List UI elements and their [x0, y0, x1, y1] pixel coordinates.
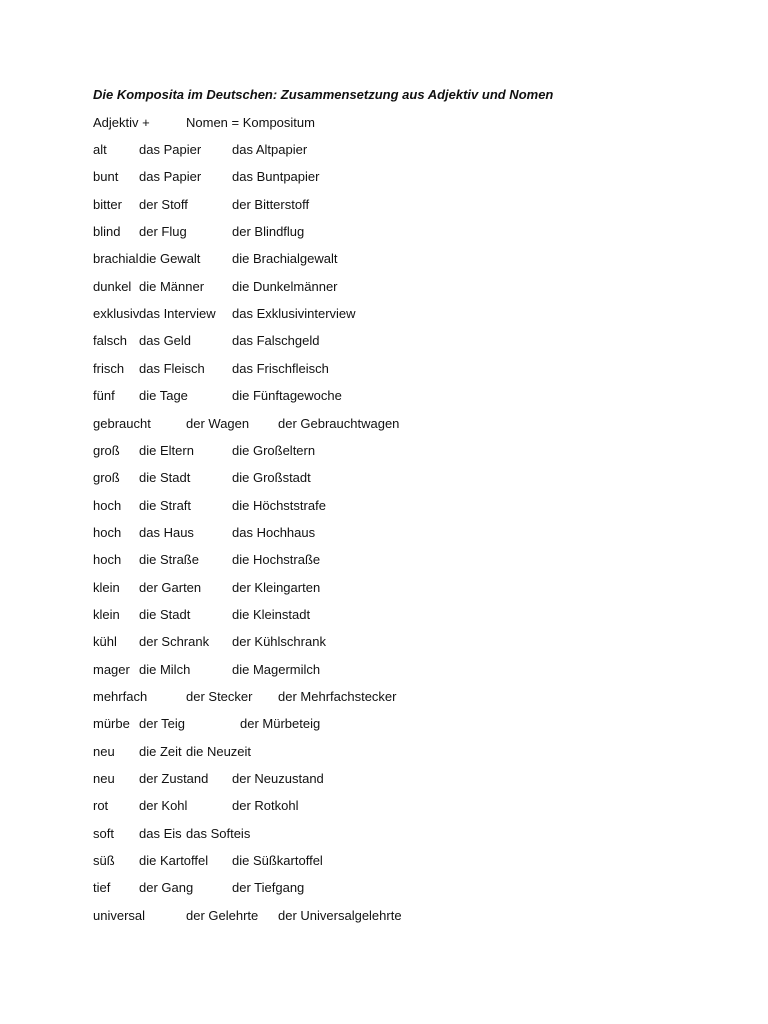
list-item [93, 361, 693, 379]
compound-text: das Hochhaus [232, 524, 316, 540]
adjective-text: falsch [93, 333, 127, 349]
noun-text: der Schrank [139, 634, 210, 650]
compound-text: die Höchststrafe [232, 497, 326, 513]
compound-text: das Buntpapier [232, 169, 320, 185]
noun-text: der Wagen [186, 415, 250, 431]
compound-text: das Falschgeld [232, 333, 320, 349]
adjective-text: dunkel [93, 278, 132, 294]
noun-text: das Geld [139, 333, 192, 349]
noun-text: der Stecker [186, 689, 253, 704]
adjective-text: universal [93, 907, 146, 923]
list-item [93, 333, 693, 351]
document-title: Die Komposita im Deutschen: Zusammensetzung aus Adjektiv und Nomen [93, 87, 554, 102]
noun-text: die Stadt [139, 470, 191, 486]
adjective-text: süß [93, 853, 115, 869]
list-item [93, 771, 693, 789]
compound-text: die Hochstraße [232, 552, 321, 568]
list-item [93, 525, 693, 543]
compound-text: die Süßkartoffel [232, 853, 323, 869]
compound-text: der Bitterstoff [232, 196, 310, 212]
adjective-text: exklusiv [93, 306, 140, 322]
adjective-text: fünf [93, 388, 115, 404]
list-item [93, 498, 693, 516]
noun-text: das Interview [139, 306, 216, 322]
compound-text: der Universalgelehrte [278, 907, 402, 923]
compound-text: der Gebrauchtwagen [278, 415, 400, 431]
list-item [93, 142, 693, 160]
list-item [93, 197, 693, 215]
compound-text: der Mürbeteig [240, 716, 321, 732]
list-item [93, 798, 693, 816]
compound-text: die Großeltern [232, 442, 316, 458]
list-item [93, 880, 693, 898]
adjective-text: bitter [93, 196, 122, 212]
compound-text: die Kleinstadt [232, 606, 311, 622]
adjective-text: rot [93, 798, 109, 814]
noun-text: das Papier [139, 169, 202, 185]
adjective-text: neu [93, 743, 115, 759]
adjective-text: klein [93, 579, 120, 595]
compound-text: die Dunkelmänner [232, 278, 338, 294]
noun-text: die Männer [139, 278, 205, 294]
adjective-text: gebraucht [93, 415, 151, 431]
noun-text: der Teig [139, 716, 186, 732]
compound-text: der Rotkohl [232, 798, 299, 814]
list-item [93, 634, 693, 652]
list-item [93, 306, 693, 324]
noun-text: die Milch [139, 661, 191, 677]
noun-text: die Kartoffel [139, 853, 209, 869]
adjective-text: kühl [93, 634, 117, 650]
noun-text: die Eltern [139, 442, 194, 458]
noun-text: der Garten [139, 579, 202, 595]
compound-text: das Softeis [186, 825, 251, 841]
adjective-text: groß [93, 470, 120, 486]
header-adjective: Adjektiv + [93, 115, 150, 130]
compound-text: die Großstadt [232, 470, 311, 486]
adjective-text: bunt [93, 169, 119, 185]
noun-text: der Flug [139, 224, 187, 240]
list-item [93, 853, 693, 871]
list-item [93, 662, 693, 680]
noun-text: der Kohl [139, 798, 188, 814]
adjective-text: alt [93, 142, 107, 157]
header-row [93, 115, 693, 133]
adjective-text: hoch [93, 524, 122, 540]
noun-text: die Gewalt [139, 251, 201, 267]
compound-text: der Tiefgang [232, 880, 305, 896]
compound-text: der Kühlschrank [232, 634, 326, 650]
adjective-text: soft [93, 825, 114, 841]
list-item [93, 388, 693, 406]
list-item [93, 224, 693, 242]
noun-text: der Stoff [139, 196, 188, 212]
adjective-text: mager [93, 661, 130, 677]
compound-text: der Neuzustand [232, 771, 324, 787]
adjective-text: neu [93, 771, 115, 787]
compound-text: das Frischfleisch [232, 360, 329, 376]
list-item [93, 552, 693, 570]
header-noun-compound: Nomen = Kompositum [186, 115, 315, 130]
noun-text: die Tage [139, 388, 188, 404]
adjective-text: tief [93, 880, 111, 896]
noun-text: die Straft [139, 497, 192, 513]
compound-text: der Mehrfachstecker [278, 689, 397, 704]
list-item [93, 607, 693, 625]
list-item [93, 580, 693, 598]
noun-text: das Fleisch [139, 360, 205, 376]
adjective-text: blind [93, 224, 121, 240]
noun-text: das Papier [139, 142, 202, 157]
compound-text: der Kleingarten [232, 579, 321, 595]
list-item [93, 744, 693, 762]
compound-text: die Brachialgewalt [232, 251, 338, 267]
compound-text: die Fünftagewoche [232, 388, 342, 404]
list-item [93, 251, 693, 269]
noun-text: die Straße [139, 552, 199, 568]
noun-text: das Eis [139, 825, 182, 841]
noun-text: der Gang [139, 880, 194, 896]
adjective-text: frisch [93, 360, 125, 376]
adjective-text: hoch [93, 497, 122, 513]
list-item [93, 908, 693, 926]
noun-text: das Haus [139, 524, 194, 540]
compound-text: der Blindflug [232, 224, 305, 240]
list-item [93, 416, 693, 434]
list-item [93, 470, 693, 488]
list-item [93, 279, 693, 297]
adjective-text: mehrfach [93, 689, 148, 704]
list-item [93, 169, 693, 187]
adjective-text: brachial [93, 251, 139, 267]
compound-text: das Altpapier [232, 142, 308, 157]
list-item [93, 689, 693, 707]
compound-text: die Neuzeit [186, 743, 252, 759]
adjective-text: klein [93, 606, 120, 622]
noun-text: der Gelehrte [186, 907, 259, 923]
list-item [93, 443, 693, 461]
noun-text: der Zustand [139, 771, 209, 787]
list-item [93, 716, 693, 734]
compound-text: die Magermilch [232, 661, 321, 677]
adjective-text: mürbe [93, 716, 130, 732]
adjective-text: groß [93, 442, 120, 458]
list-item [93, 826, 693, 844]
noun-text: die Stadt [139, 606, 191, 622]
compound-text: das Exklusivinterview [232, 306, 356, 322]
noun-text: die Zeit [139, 743, 182, 759]
adjective-text: hoch [93, 552, 122, 568]
